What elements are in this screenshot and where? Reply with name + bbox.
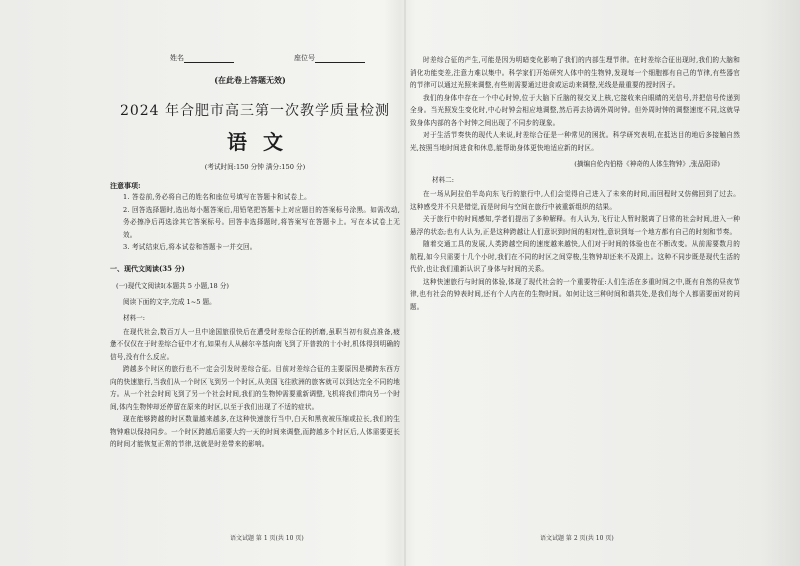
- paragraph: 现在能够跨越的时区数量越来越多,在这种快速旅行当中,白天和黑夜被压缩或拉长,我们的生物钟难以保持同步。一个时区跨越后需要大约一天的时间来调整,而跨越多个时区后,人体需要更长的时间才能恢复正常的节律,这就是时差带来的影响。: [110, 415, 400, 448]
- paragraph: 跨越多个时区的旅行也不一定会引发时差综合征。目前对差综合征的主要原因是横跨东西方向的快速旅行,当我们从一个时区飞到另一个时区,从美国飞往欧洲的旅客就可以到达完全不同的地方。从一个社会时间飞到了另一个社会时间,我们的生物钟需要重新调整,飞机将我们带向另一个时间,体内生物钟却还停留在原来的时区,以至于我们出现了不适的症状。: [110, 365, 400, 411]
- paragraph: 我们的身体中存在一个中心时钟,位于大脑下丘脑的视交叉上核,它接收来自眼睛的光信号,并把信号传递到全身。当光照发生变化时,中心时钟会相应地调整,然后再去协调外周时钟。但外周时钟的调整速度不同,这就导致身体内部的各个时钟之间出现了不同步的现象。: [410, 93, 740, 127]
- note-item: 2. 回答选择题时,选出每小题答案后,用铅笔把答题卡上对应题目的答案标号涂黑。如需改动,务必擦净后再选涂其它答案标号。回答非选择题时,将答案写在答题卡上。写在本试卷上无效。: [123, 205, 400, 239]
- note-item: 1. 答卷前,务必将自己的姓名和座位号填写在答题卡和试卷上。: [123, 193, 311, 201]
- page-footer: 语文试题 第 1 页(共 10 页): [230, 535, 304, 542]
- material-body: [110, 326, 400, 451]
- page-fold: [404, 0, 406, 566]
- material-label: 材料一:: [123, 313, 146, 322]
- name-field: 姓名: [170, 53, 234, 63]
- source-citation: (摘编自伦内伯格《神奇的人体生物钟》,张品阳译): [574, 160, 720, 168]
- subsection-title: (一)现代文阅读Ⅰ(本题共 5 小题,18 分): [116, 281, 229, 290]
- paragraph: 对于生活节奏快的现代人来说,时差综合征是一种常见的困扰。科学研究表明,在抵达目的地后多接触自然光,按照当地时间进食和休息,能帮助身体更快地适应新的时区。: [410, 131, 740, 152]
- paragraph: 时差综合征的产生,可能是因为明暗变化影响了我们的内部生理节律。在时差综合征出现时,我们的大脑和消化功能变差,注意力难以集中。科学家们开始研究人体中的生物钟,发现每一个细胞都有自己的节律,有些器官的节律可以通过光照来调整,有些则需要通过进食或运动来调整,光线是最重要的授时因子。: [410, 56, 740, 89]
- reading-instruction: 阅读下面的文字,完成 1~5 题。: [123, 297, 216, 306]
- paragraph: 关于旅行中的时间感知,学者们提出了多种解释。有人认为,飞行让人暂时脱离了日常的社会时间,进入一种悬浮的状态;也有人认为,正是这种跨越让人们意识到时间的相对性,意识到每一个地方都有自己的时刻和节奏。: [410, 215, 740, 236]
- left-page: [110, 0, 400, 566]
- paragraph: 在一场从阿拉伯半岛向东飞行的旅行中,人们会觉得自己进入了未来的时间,而回程时又仿佛回到了过去。这种感受并不只是错觉,而是时间与空间在旅行中被重新组织的结果。: [410, 190, 740, 211]
- section-title: 一、现代文阅读(35 分): [110, 263, 185, 273]
- candidate-info: [170, 53, 400, 63]
- material-label: 材料二:: [432, 176, 455, 184]
- time-score-line: (考试时间:150 分钟 满分:150 分): [204, 163, 306, 171]
- notes-heading: 注意事项:: [110, 181, 141, 190]
- page-footer: 语文试题 第 2 页(共 10 页): [540, 535, 614, 542]
- note-item: 3. 考试结束后,将本试卷和答题卡一并交回。: [123, 243, 257, 251]
- right-page: [410, 0, 740, 566]
- paragraph: 在现代社会,数百万人一旦中途国旅很快后在遭受时差综合征的折磨,虽职当初有叙点准备,疲惫不仅仅在于时差综合征中才有,如果有人从赫尔辛基向南飞到了开普敦的十小时,机体得到明确的信号,没有什么反应。: [110, 327, 400, 361]
- material-body: [410, 188, 740, 313]
- subject-title: 语文: [227, 130, 299, 154]
- material-body: [410, 54, 740, 154]
- exam-title: 2024 年合肥市高三第一次教学质量检测: [119, 103, 391, 119]
- seat-field: 座位号: [294, 53, 365, 63]
- invalid-notice: (在此卷上答题无效): [214, 75, 286, 85]
- paragraph: 随着交通工具的发展,人类跨越空间的速度越来越快,人们对于时间的体验也在不断改变。从前需要数月的航程,如今只需要十几个小时,我们在不同的时区之间穿梭,生物钟却还来不及跟上。这种不同步既是现代生活的代价,也让我们重新认识了身体与时间的关系。: [410, 240, 740, 273]
- paragraph: 这种快速旅行与时间的体验,体现了现代社会的一个重要特征:人们生活在多重时间之中,既有自然的昼夜节律,也有社会的钟表时间,还有个人内在的生物时间。如何让这三种时间和谐共处,是我们每个人都需要面对的问题。: [410, 277, 740, 311]
- edge-shadow: [760, 0, 800, 566]
